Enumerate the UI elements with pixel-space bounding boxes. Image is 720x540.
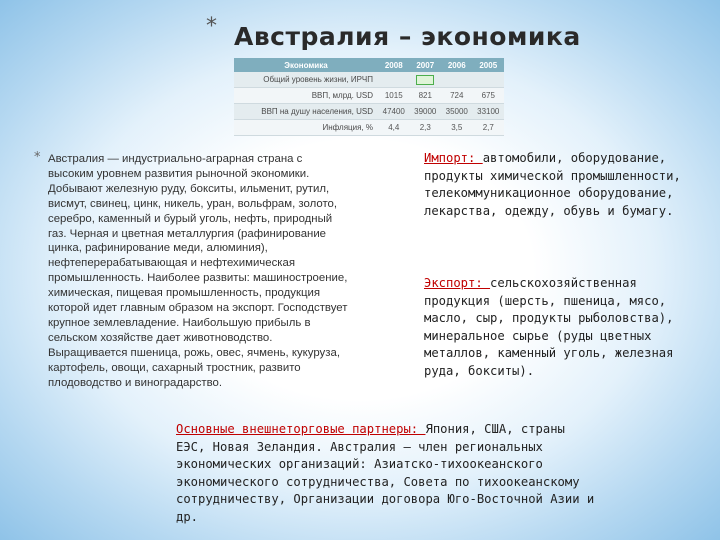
table-row-label: ВВП, млрд. USD <box>234 88 378 104</box>
table-row <box>234 120 504 136</box>
table-cell: 35000 <box>441 104 473 120</box>
table-cell <box>378 72 410 88</box>
rank-highlight-box <box>416 75 434 85</box>
table-header: 2007 <box>410 58 442 72</box>
partners-paragraph <box>176 421 596 527</box>
table-cell: 821 <box>410 88 442 104</box>
title-bullet: * <box>206 14 217 39</box>
table-cell: 1015 <box>378 88 410 104</box>
table-row-label: Общий уровень жизни, ИРЧП <box>234 72 378 88</box>
table-cell: 724 <box>441 88 473 104</box>
table-row <box>234 72 504 88</box>
export-label: Экспорт: <box>424 276 491 290</box>
table-header: 2008 <box>378 58 410 72</box>
table-cell: 2,7 <box>473 120 505 136</box>
table-cell: 47400 <box>378 104 410 120</box>
partners-text: Япония, США, страны ЕЭС, Новая Зеландия. Австралия — член региональных экономических организаций: Азиатско-тихоокеанского экономического сотрудничества, Совета по тихоокеанскому сотрудничеству, Организации договора Юго-Восточной Азии и др. <box>176 422 595 524</box>
table-row-label: Инфляция, % <box>234 120 378 136</box>
table-header: 2006 <box>441 58 473 72</box>
import-paragraph <box>424 150 684 220</box>
table-cell: 3,5 <box>441 120 473 136</box>
import-text: автомобили, оборудование, продукты химической промышленности, телекоммуникационное оборудование, лекарства, одежду, обувь и бумагу. <box>424 151 681 218</box>
export-paragraph <box>424 275 686 381</box>
table-cell: 4,4 <box>378 120 410 136</box>
left-bullet: * <box>34 150 41 165</box>
table-cell: 39000 <box>410 104 442 120</box>
slide-title: Австралия – экономика <box>234 22 581 51</box>
table-header: 2005 <box>473 58 505 72</box>
table-cell: 2,3 <box>410 120 442 136</box>
table-cell <box>410 72 442 88</box>
table-cell: 675 <box>473 88 505 104</box>
export-text: сельскохозяйственная продукция (шерсть, пшеница, мясо, масло, сыр, продукты рыболовства), минеральное сырье (руды цветных металлов, каменный уголь, железная руда, бокситы). <box>424 276 674 378</box>
table-row <box>234 88 504 104</box>
import-label: Импорт: <box>424 151 483 165</box>
table-row-label: ВВП на душу населения, USD <box>234 104 378 120</box>
economy-table <box>234 58 504 136</box>
table-cell: 33100 <box>473 104 505 120</box>
table-row <box>234 104 504 120</box>
partners-label: Основные внешнеторговые партнеры: <box>176 422 426 436</box>
table-cell <box>473 72 505 88</box>
table-header-row <box>234 58 504 72</box>
table-header: Экономика <box>234 58 378 72</box>
economy-description: Австралия — индустриально-аграрная страна с высоким уровнем развития рыночной экономики. Добывают железную руду, бокситы, ильменит, рутил, висмут, свинец, цинк, никель, уран, вольфрам, золото, серебро, каменный и бурый уголь, нефть, природный газ. Черная и цветная металлургия (рафинирование цинка, рафинирование меди, алюминия), нефтеперерабатывающая и нефтехимическая промышленность. Наиболее развиты: машиностроение, химическая, пищевая промышленность, продукция которой идет главным образом на экспорт. Господствует крупное землевладение. Наибольшую прибыль в сельском хозяйстве дает животноводство. Выращивается пшеница, рожь, овес, ячмень, кукуруза, картофель, овощи, сахарный тростник, развито плодоводство и виноградарство. <box>48 153 348 389</box>
table-cell <box>441 72 473 88</box>
